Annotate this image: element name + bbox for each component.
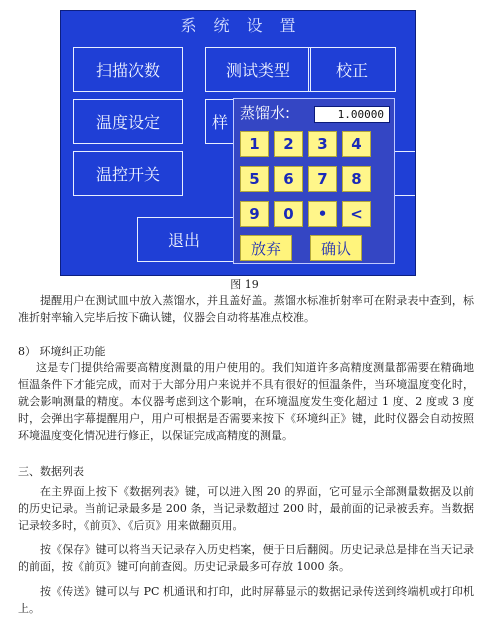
confirm-button[interactable]: 确认	[310, 235, 362, 261]
key-7[interactable]: 7	[308, 166, 337, 192]
cancel-button[interactable]: 放弃	[240, 235, 292, 261]
section-heading-env-correction: 8） 环境纠正功能	[18, 345, 106, 358]
scan-count-button[interactable]: 扫描次数	[73, 47, 183, 92]
paragraph-env-correction: 这是专门提供给需要高精度测量的用户使用的。我们知道许多高精度测量都需要在精确地恒温条件下才能完成，而对于大部分用户来说并不具有很好的恒温条件，当环境温度变化时，就会影响测量的精度。本仪器考虑到这个影响，在环境温度发生变化超过 1 度、2 度或 3 度时，会弹出字幕提醒用户，用户可根据是否需要来按下《环境纠正》键，此时仪器会自动按照环境温度变化情况进行修正，以保证完成高精度的测量。	[18, 361, 474, 442]
numeric-keypad-dialog	[233, 98, 395, 264]
key-8[interactable]: 8	[342, 166, 371, 192]
paragraph-calibration-note: 提醒用户在测试皿中放入蒸馏水，并且盖好盖。蒸馏水标准折射率可在附录表中查到，标准折射率输入完毕后按下确认键，仪器会自动将基准点校准。	[18, 294, 474, 324]
paragraph-data-list: 在主界面上按下《数据列表》键，可以进入图 20 的界面，它可显示全部测量数据及以前的历史记录。当前记录最多是 200 条，当记录数超过 200 时，最前面的记录被丢弃。当数据记录较多时，《前页》、《后页》用来做翻页用。	[18, 485, 474, 532]
exit-button[interactable]: 退出	[137, 217, 243, 262]
screen-title: 系统设置	[180, 16, 313, 35]
temperature-setting-button[interactable]: 温度设定	[73, 99, 183, 144]
temp-control-switch-button[interactable]: 温控开关	[73, 151, 183, 196]
key-9[interactable]: 9	[240, 201, 269, 227]
calibrate-button[interactable]: 校正	[308, 47, 396, 92]
figure-caption: 图 19	[230, 278, 259, 291]
key-1[interactable]: 1	[240, 131, 269, 157]
key-3[interactable]: 3	[308, 131, 337, 157]
key-5[interactable]: 5	[240, 166, 269, 192]
key-0[interactable]: 0	[274, 201, 303, 227]
section-heading-data-list: 三、数据列表	[18, 465, 84, 478]
test-type-button[interactable]: 测试类型	[205, 47, 311, 92]
key-decimal-point[interactable]: •	[308, 201, 337, 227]
key-4[interactable]: 4	[342, 131, 371, 157]
paragraph-transfer: 按《传送》键可以与 PC 机通讯和打印，此时屏幕显示的数据记录传送到终端机或打印机上。	[18, 585, 474, 615]
refractive-index-input[interactable]: 1.00000	[314, 106, 390, 123]
key-2[interactable]: 2	[274, 131, 303, 157]
lcd-screenshot	[60, 10, 416, 276]
key-backspace[interactable]: <	[342, 201, 371, 227]
paragraph-save-history: 按《保存》键可以将当天记录存入历史档案，便于日后翻阅。历史记录总是排在当天记录的前面，按《前页》键可向前查阅。历史记录最多可存放 1000 条。	[18, 543, 474, 573]
sample-button[interactable]: 样	[205, 99, 245, 144]
distilled-water-label: 蒸馏水:	[240, 104, 291, 122]
key-6[interactable]: 6	[274, 166, 303, 192]
